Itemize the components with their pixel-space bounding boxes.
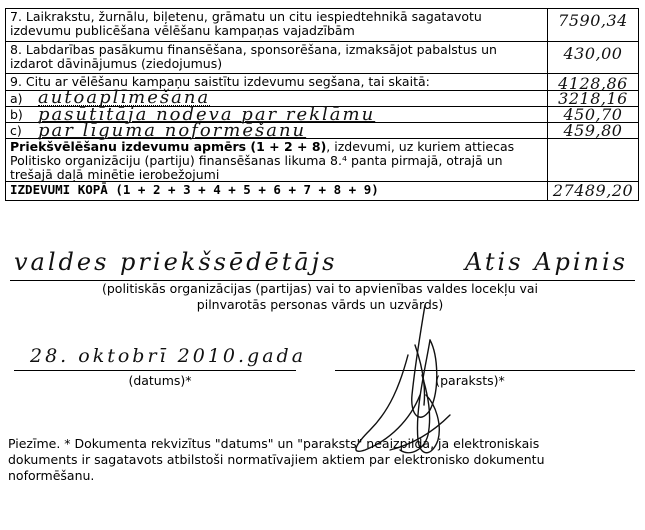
row-9-description: 9. Citu ar vēlēšanu kampaņu saistītu izdevumu segšana, tai skaitā: (6, 74, 548, 90)
total-amount: 27489,20 (552, 181, 634, 200)
row-7-description: 7. Laikrakstu, žurnālu, biļetenu, grāmatu un citu iespiedtehnikā sagatavotu izdevumu publicēšana vēlēšanu kampaņas vajadzībām (6, 9, 548, 41)
sub-c-label: c) (10, 122, 22, 138)
table-row (6, 9, 638, 41)
row-7-amount: 7590,34 (558, 11, 628, 30)
sub-a-label: a) (10, 90, 23, 106)
name-caption-line-2: pilnvarotās personas vārds un uzvārds) (196, 297, 444, 312)
sub-a-amount: 3218,16 (558, 89, 628, 108)
sub-b-amount: 450,70 (563, 105, 623, 124)
signature-caption: (paraksts)* (435, 373, 505, 388)
row-8-description: 8. Labdarības pasākumu finansēšana, sponsorēšana, izmaksājot pabalstus un izdarot dāvinājumus (ziedojumus) (6, 42, 548, 73)
sub-c-amount: 459,80 (563, 121, 623, 140)
total-label: IZDEVUMI KOPĀ (1 + 2 + 3 + 4 + 5 + 6 + 7 + 8 + 9) (6, 182, 548, 200)
expenses-description (6, 139, 548, 181)
signer-name-handwriting: Atis Apinis (465, 248, 628, 276)
sub-c-description (6, 119, 548, 141)
expense-table (5, 8, 639, 201)
row-9-amount: 4128,86 (558, 74, 628, 93)
date-line (14, 370, 296, 371)
table-row (6, 119, 638, 141)
name-caption-line-1: (politiskās organizācijas (partijas) vai to apvienības valdes locekļu vai (101, 281, 539, 296)
row-8-amount: 430,00 (563, 44, 623, 63)
footnote: Piezīme. * Dokumenta rekvizītus "datums" un "paraksts" neaizpilda, ja elektroniskais dokuments ir sagatavots atbilstoši normatīvajiem aktiem par elektronisko dokumentu noformēšanu. (8, 436, 545, 483)
expenses-title: Priekšvēlēšanu izdevumu apmērs (1 + 2 + 8) (10, 139, 327, 154)
table-row (6, 41, 638, 73)
expenses-text: , izdevumi, uz kuriem attiecas Politisko organizāciju (partiju) finansēšanas likuma 8.⁴ panta pirmajā, otrajā un trešajā daļā minētie ierobežojumi (10, 139, 515, 182)
name-caption (60, 281, 580, 313)
expenses-amount (548, 139, 638, 181)
sub-a-handwriting: autoaplīmēšana (38, 87, 211, 108)
date-handwriting: 28. oktobrī 2010.gada (30, 345, 307, 367)
sub-c-handwriting: par līguma noformēšanu (38, 119, 307, 141)
position-handwriting: valdes priekšsēdētājs (14, 248, 338, 276)
sub-b-label: b) (10, 106, 23, 122)
table-row (6, 181, 638, 200)
table-row (6, 138, 638, 181)
date-caption: (datums)* (128, 373, 192, 388)
sub-b-handwriting: pasūtītāja nodeva par reklāmu (38, 103, 376, 125)
